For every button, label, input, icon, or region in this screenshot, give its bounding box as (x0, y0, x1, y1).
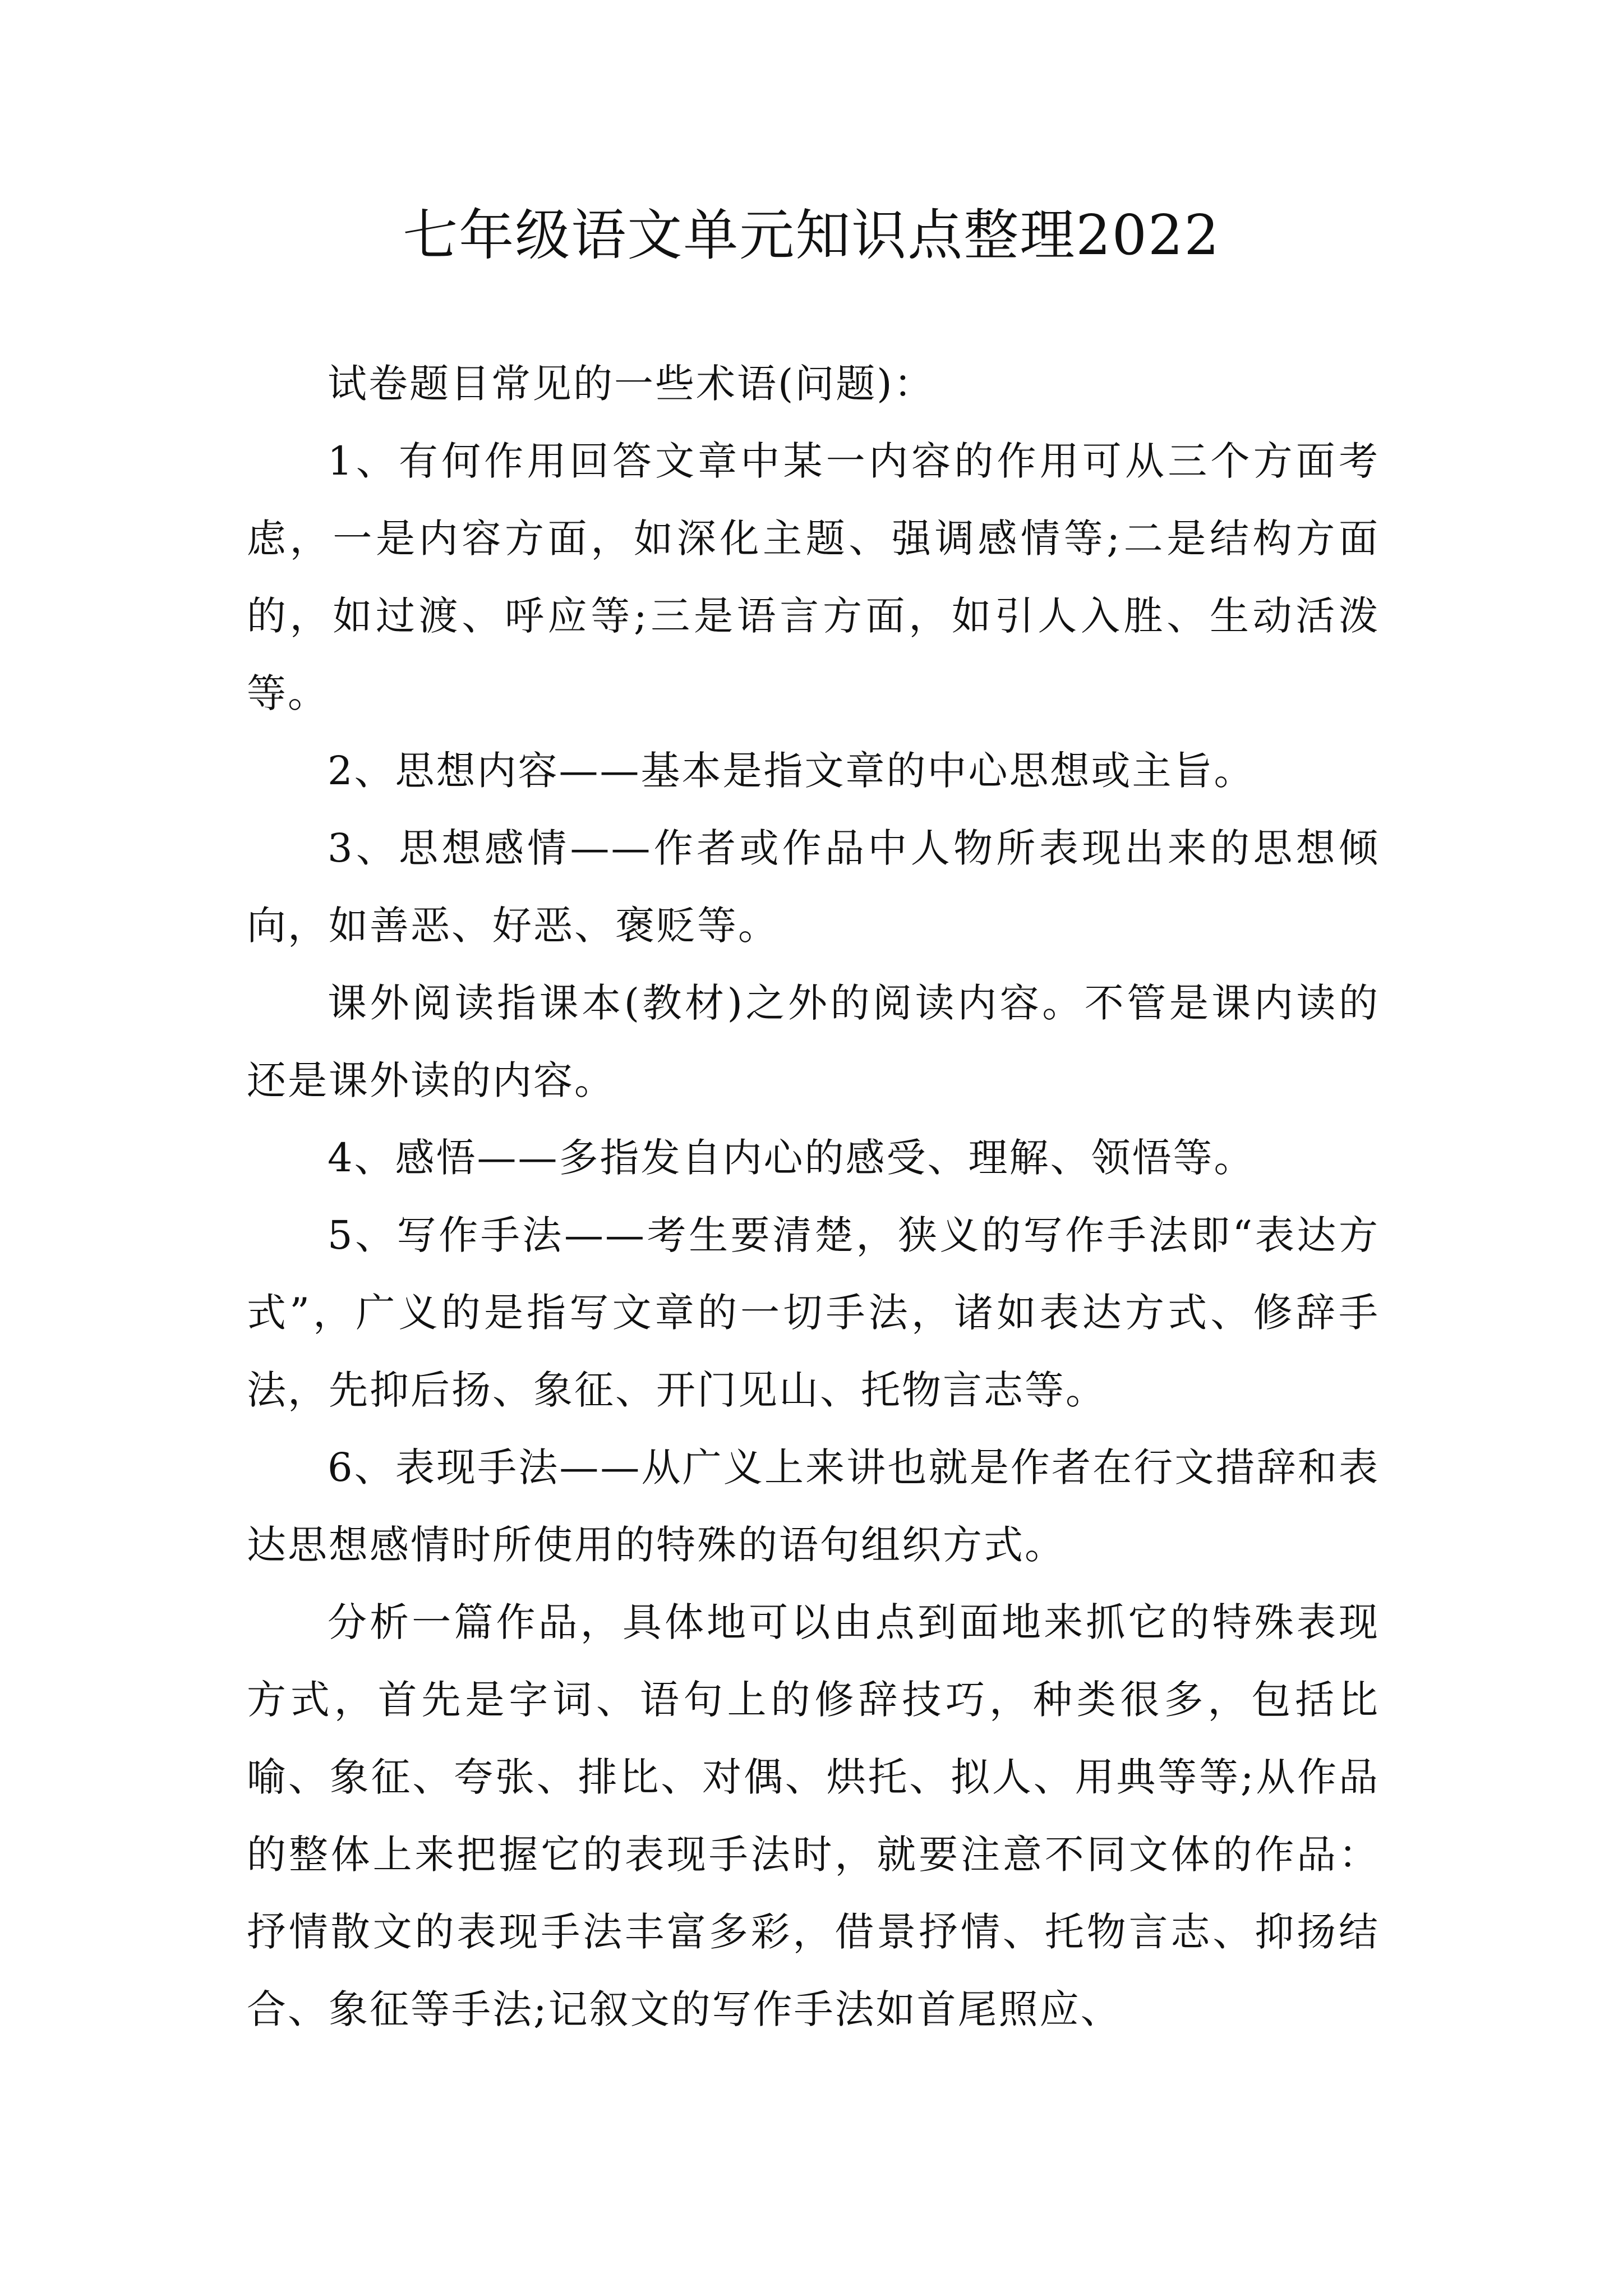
paragraph-analysis: 分析一篇作品，具体地可以由点到面地来抓它的特殊表现方式，首先是字词、语句上的修辞技巧，种类很多，包括比喻、象征、夸张、排比、对偶、烘托、拟人、用典等等;从作品的整体上来把握它的表现手法时，就要注意不同文体的作品：抒情散文的表现手法丰富多彩，借景抒情、托物言志、抑扬结合、象征等手法;记叙文的写作手法如首尾照应、 (247, 1599, 1380, 2032)
paragraph-item-1: 1、有何作用回答文章中某一内容的作用可从三个方面考虑，一是内容方面，如深化主题、强调感情等;二是结构方面的，如过渡、呼应等;三是语言方面，如引人入胜、生动活泼等。 (247, 438, 1380, 716)
paragraph-item-6: 6、表现手法——从广义上来讲也就是作者在行文措辞和表达思想感情时所使用的特殊的语句组织方式。 (247, 1444, 1380, 1568)
paragraph-terms-intro: 试卷题目常见的一些术语(问题)： (328, 361, 935, 407)
paragraph-item-2: 2、思想内容——基本是指文章的中心思想或主旨。 (328, 748, 1255, 794)
paragraph-item-5: 5、写作手法——考生要清楚，狭义的写作手法即“表达方式”，广义的是指写文章的一切手法，诸如表达方式、修辞手法，先抑后扬、象征、开门见山、托物言志等。 (247, 1212, 1380, 1413)
document-body (247, 345, 1380, 2048)
paragraph-item-4: 4、感悟——多指发自内心的感受、理解、领悟等。 (328, 1135, 1255, 1181)
paragraph-extracurricular: 课外阅读指课本(教材)之外的阅读内容。不管是课内读的还是课外读的内容。 (247, 980, 1380, 1103)
document-title: 七年级语文单元知识点整理2022 (403, 204, 1220, 268)
paragraph-item-3: 3、思想感情——作者或作品中人物所表现出来的思想倾向，如善恶、好恶、褒贬等。 (247, 825, 1380, 949)
